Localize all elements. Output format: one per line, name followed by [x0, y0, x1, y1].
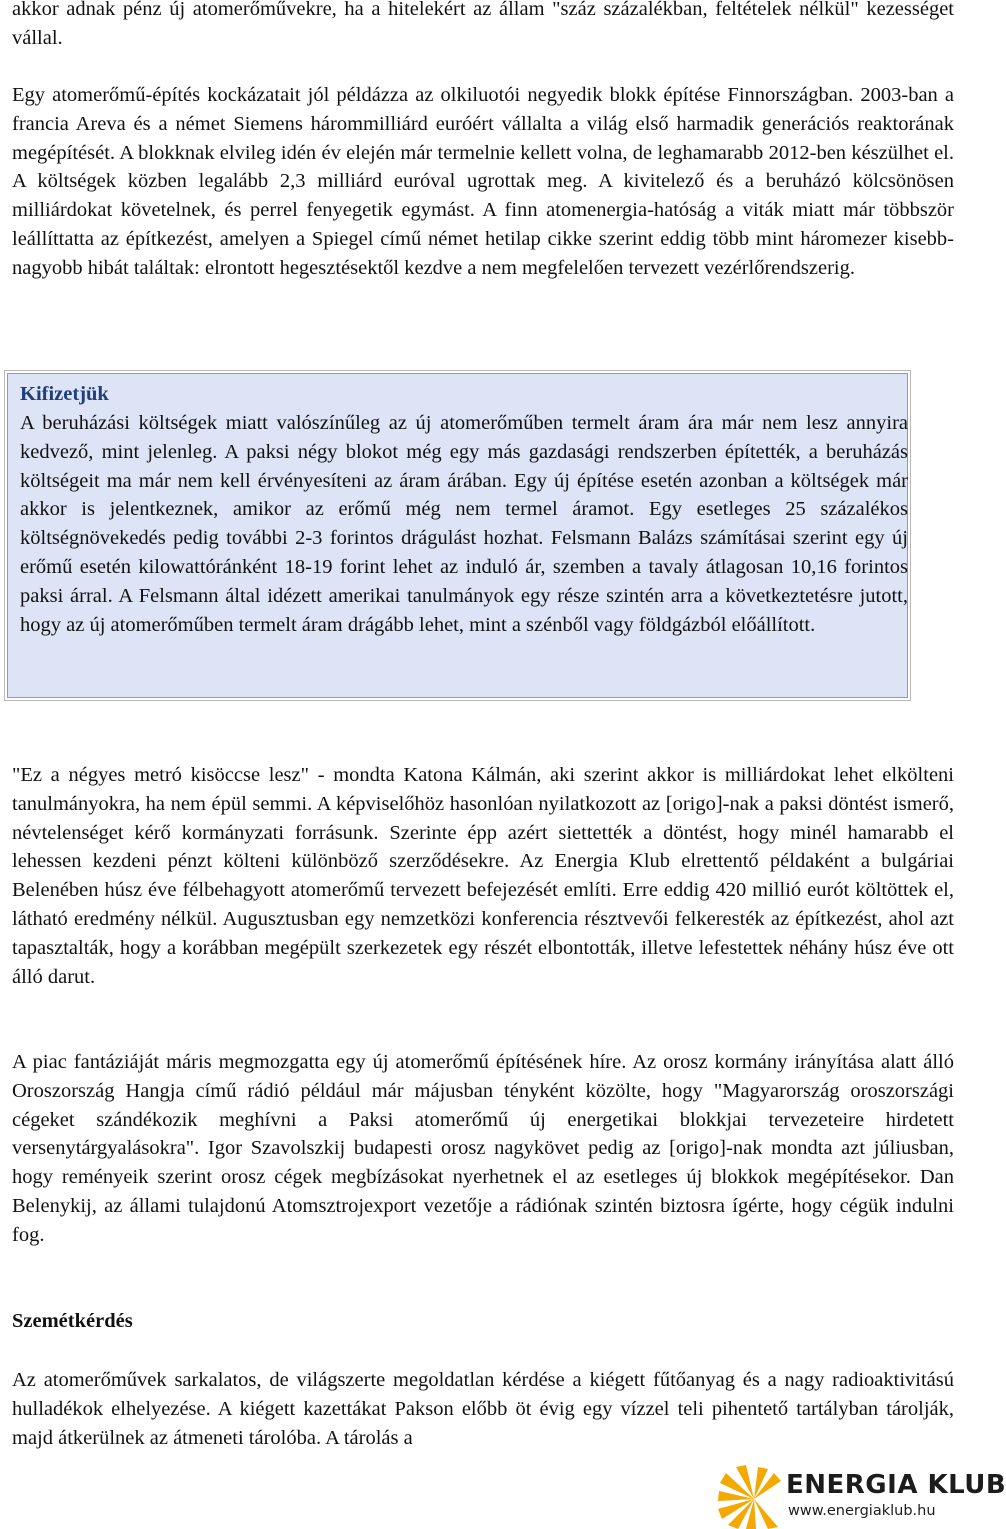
paragraph-intro: akkor adnak pénz új atomerőművekre, ha a hitelekért az állam "száz százalékban, feltételek nélkül" kezességet vállal. [12, 0, 954, 49]
energia-klub-logo [718, 1465, 1006, 1529]
paragraph-market: A piac fantáziáját máris megmozgatta egy új atomerőmű építésének híre. Az orosz kormány irányítása alatt álló Oroszország Hangja című rádió például már májusban tényként közölte, hogy "Magyarország oroszországi cégeket szándékozik meghívni a Paksi atomerőmű új energetikai blokkjai tervezeteire hirdetett versenytárgyalásokra". Igor Szavolszkij budapesti orosz nagykövet pedig az [origo]-nak mondta azt júliusban, hogy reményeik szerint orosz cégek megbízásokat nyerhetnek el az esetleges új blokkok megépítésekor. Dan Belenykij, az állami tulajdonú Atomsztrojexport vezetője a rádiónak szintén biztosra ígérte, hogy cégük indulni fog. [12, 1051, 954, 1246]
sunburst-icon [718, 1465, 784, 1529]
section-heading: Szemétkérdés [12, 1310, 133, 1332]
sidebar-text: A beruházási költségek miatt valószínűleg az új atomerőműben termelt áram ára már nem lesz annyira kedvező, mint jelenleg. A paksi négy blokot még egy más gazdasági rendszerben építették, a beruházás költségeit ma már nem kell érvényesíteni az áram árában. Egy új építése esetén azonban a költségek már akkor is jelentkeznek, amikor az erőmű még nem termel áramot. Egy esetleges 25 százalékos költségnövekedés pedig további 2-3 forintos drágulást hozhat. Felsmann Balázs számításai szerint egy új erőmű esetén kilowattóránként 18-19 forint lehet az induló ár, szemben a tavaly átlagosan 10,16 forintos paksi árral. A Felsmann által idézett amerikai tanulmányok egy része szintén arra a következtetésre jutott, hogy az új atomerőműben termelt áram drágább lehet, mint a szénből vagy földgázból előállított. [20, 412, 908, 636]
sidebar-box [4, 370, 911, 701]
logo-name: ENERGIA KLUB [786, 1470, 1006, 1500]
sidebar-title: Kifizetjük [20, 383, 109, 405]
paragraph-waste: Az atomerőművek sarkalatos, de világszerte megoldatlan kérdése a kiégett fűtőanyag és a nagy radioaktivitású hulladékok elhelyezése. A kiégett kazettákat Pakson előbb öt évig egy vízzel teli pihentető tartályban tárolják, majd átkerülnek az átmeneti tárolóba. A tárolás a [12, 1369, 954, 1449]
paragraph-katona: "Ez a négyes metró kisöccse lesz" - mondta Katona Kálmán, aki szerint akkor is milliárdokat lehet elkölteni tanulmányokra, ha nem épül semmi. A képviselőhöz hasonlóan nyilatkozott az [origo]-nak a paksi döntést ismerő, névtelenséget kérő kormányzati forrásunk. Szerinte épp azért siettették a döntést, hogy minél hamarabb el lehessen kezdeni pénzt költeni különböző szerződésekre. Az Energia Klub elrettentő példaként a bulgáriai Belenében húsz éve félbehagyott atomerőmű tervezett befejezését említi. Erre eddig 420 millió eurót költöttek el, látható eredmény nélkül. Augusztusban egy nemzetközi konferencia résztvevői felkeresték az építkezést, ahol azt tapasztalták, hogy a korábban megépült szerkezetek egy részét elbontották, illetve lefestettek néhány húsz éve ott álló darut. [12, 764, 954, 988]
sidebar-box-inner [7, 373, 908, 698]
paragraph-olkiluoto: Egy atomerőmű-építés kockázatait jól példázza az olkiluotói negyedik blokk építése Finnországban. 2003-ban a francia Areva és a német Siemens hárommilliárd euróért vállalta a világ első harmadik generációs reaktorának megépítését. A blokknak elvileg idén év elején már termelnie kellett volna, de leghamarabb 2012-ben készülhet el. A költségek közben legalább 2,3 milliárd euróval ugrottak meg. A kivitelező és a beruházó kölcsönösen milliárdokat követelnek, és perrel fenyegetik egymást. A finn atomenergia-hatóság a viták miatt már többször leállíttatta az építkezést, amelyen a Spiegel című német hetilap cikke szerint eddig több mint háromezer kisebb-nagyobb hibát találtak: elrontott hegesztésektől kezdve a nem megfelelően tervezett vezérlőrendszerig. [12, 84, 954, 279]
logo-url: www.energiaklub.hu [788, 1503, 936, 1519]
